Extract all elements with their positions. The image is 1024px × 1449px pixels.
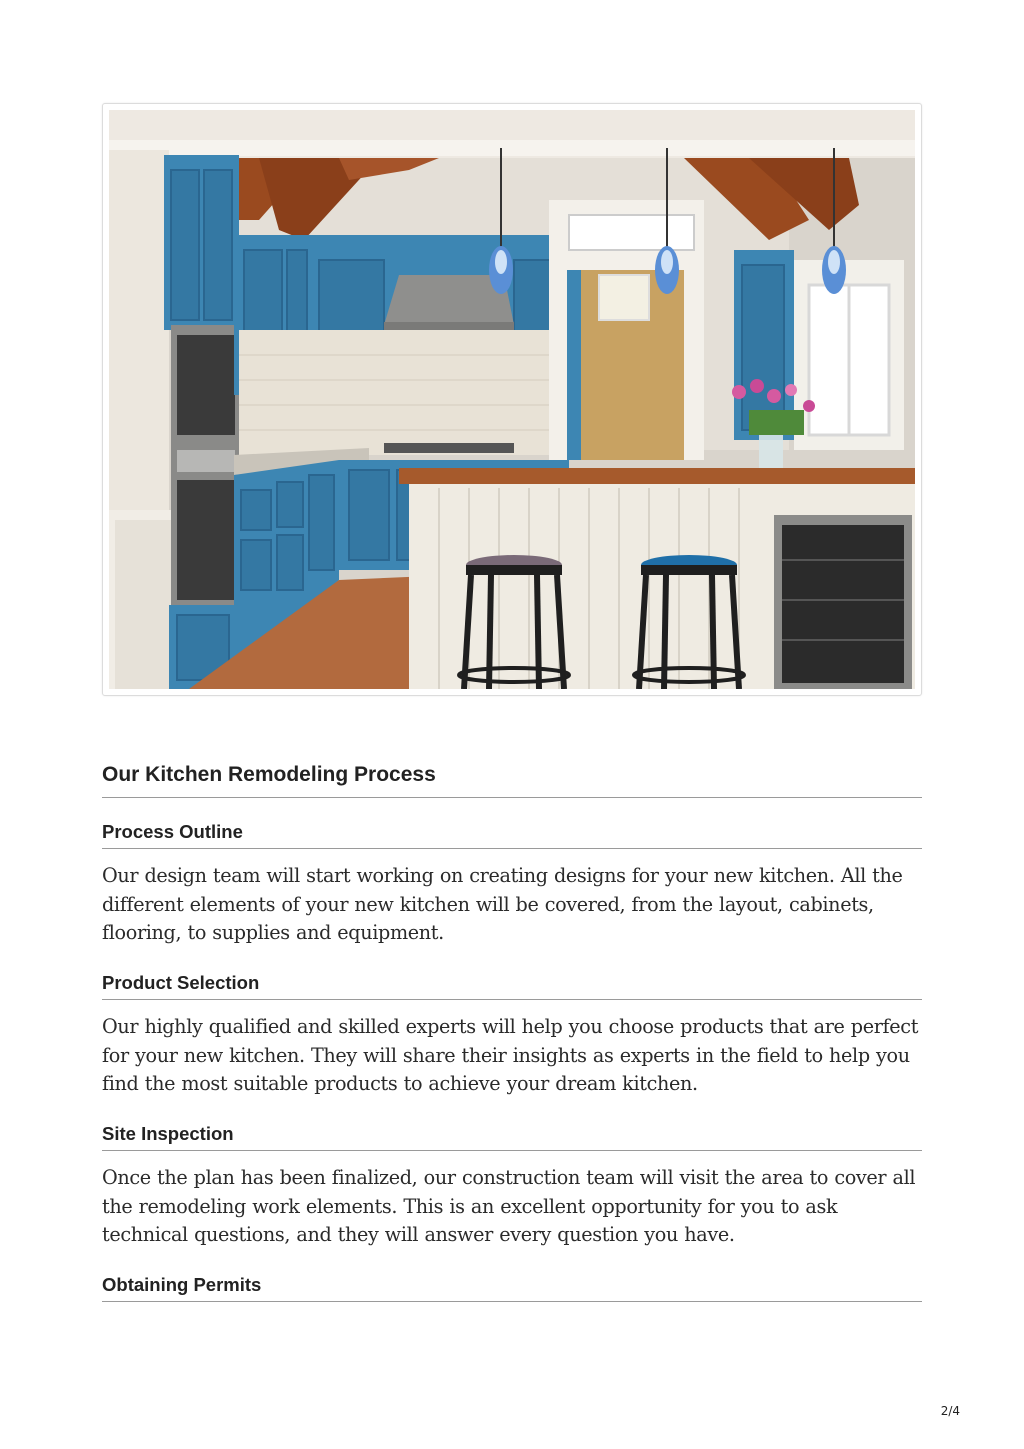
page-number: 2/4 xyxy=(940,1404,960,1418)
kitchen-photo xyxy=(102,103,922,696)
subheading-process-outline: Process Outline xyxy=(102,821,922,849)
paragraph-product-selection: Our highly qualified and skilled experts will help you choose products that are perfect for your new kitchen. They will share their insights as experts in the field to help you find the most suitable products to achieve your dream kitchen. xyxy=(102,1015,919,1096)
paragraph-site-inspection: Once the plan has been finalized, our construction team will visit the area to cover all the remodeling work elements. This is an excellent opportunity for you to ask technical questions, and they will answer every question you have. xyxy=(102,1166,916,1247)
section-title: Our Kitchen Remodeling Process xyxy=(102,760,922,798)
kitchen-illustration xyxy=(109,110,915,689)
subheading-site-inspection: Site Inspection xyxy=(102,1123,922,1151)
subheading-obtaining-permits: Obtaining Permits xyxy=(102,1274,922,1302)
subheading-product-selection: Product Selection xyxy=(102,972,922,1000)
paragraph-process-outline: Our design team will start working on creating designs for your new kitchen. All the different elements of your new kitchen will be covered, from the layout, cabinets, flooring, to supplies and equipment. xyxy=(102,864,903,945)
